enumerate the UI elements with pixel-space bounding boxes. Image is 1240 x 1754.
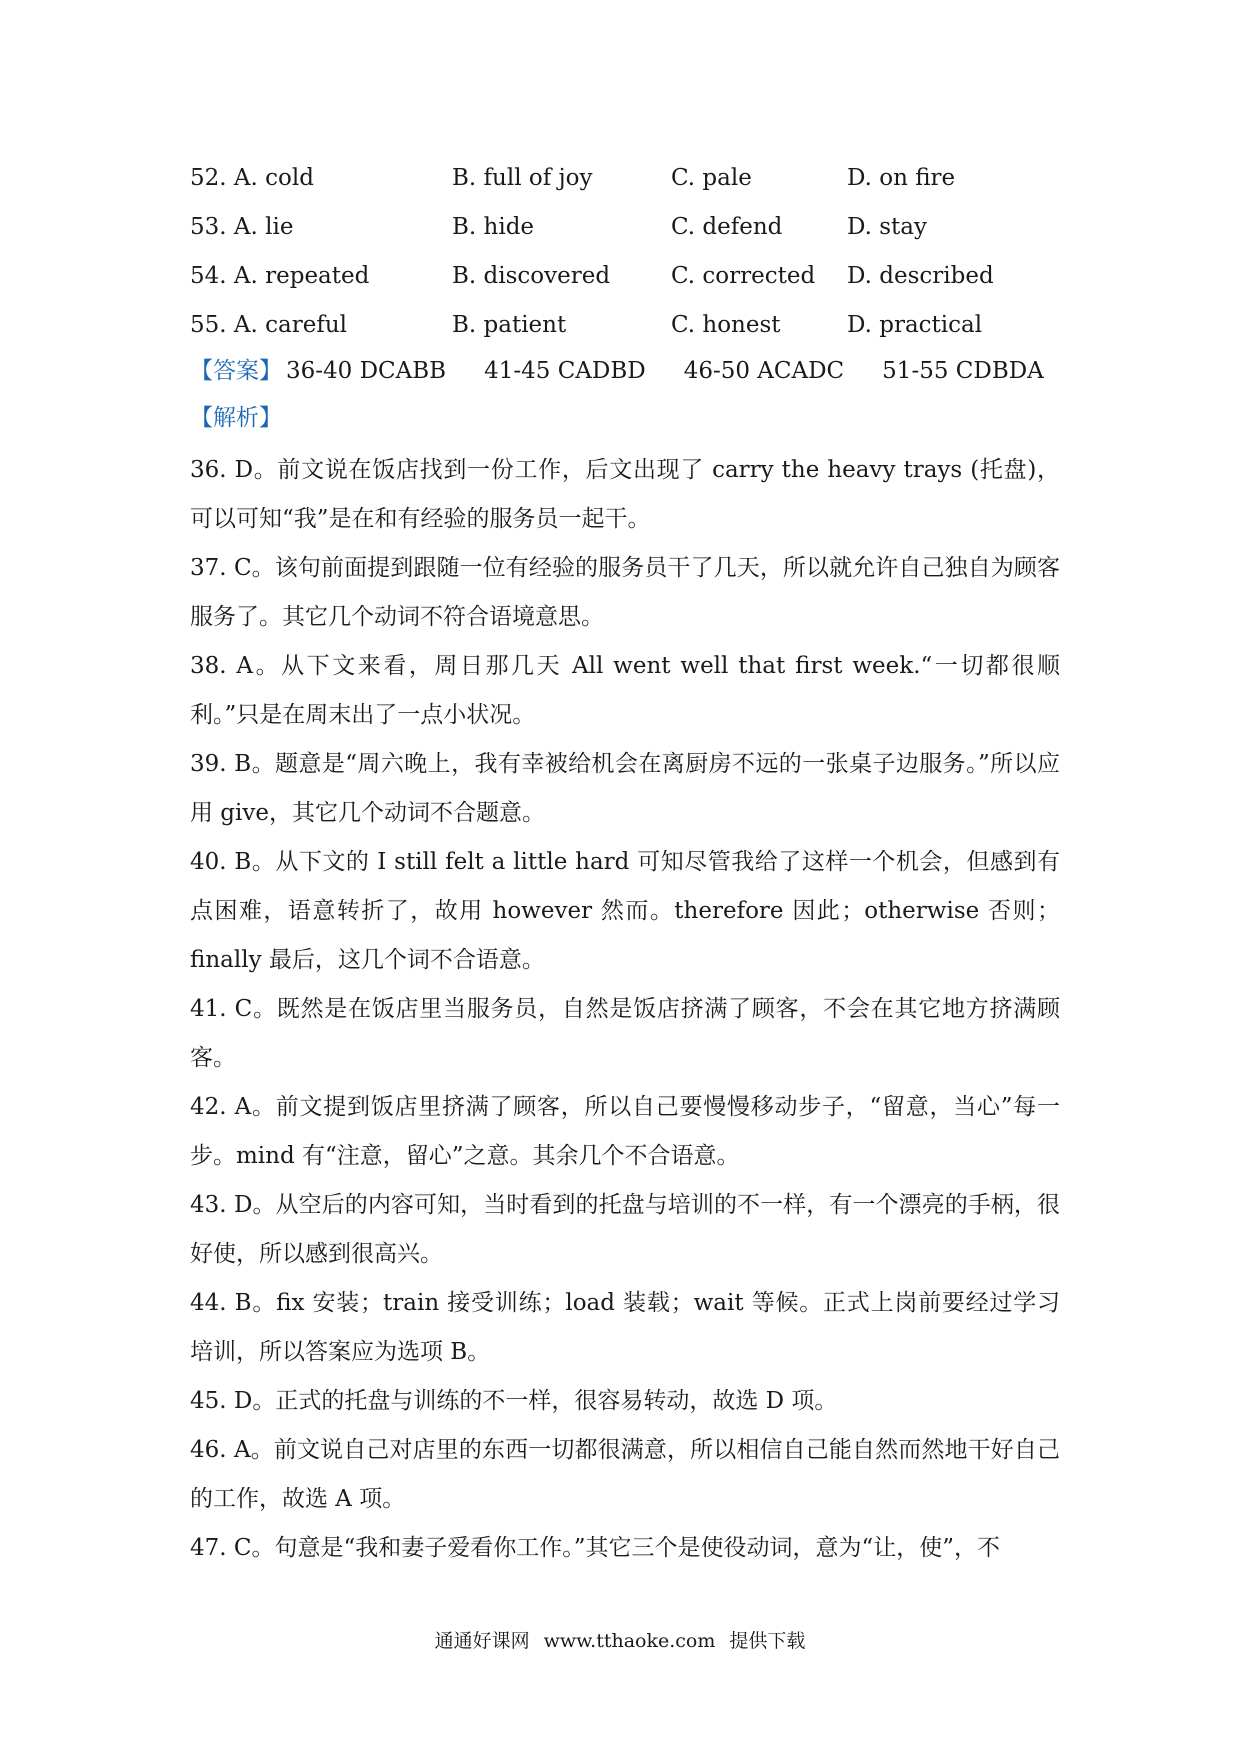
option-d: D. described [847, 263, 994, 289]
option-row-53 [190, 203, 1090, 252]
explanation-47: 47. C。句意是“我和妻子爱看你工作。”其它三个是使役动词，意为“让，使”，不 [190, 1535, 1001, 1561]
answer-group-51-55: 51-55 CDBDA [882, 358, 1044, 384]
page-footer [0, 1626, 1240, 1656]
explanation-36: 36. D。前文说在饭店找到一份工作，后文出现了 carry the heavy trays (托盘)，可以可知“我”是在和有经验的服务员一起干。 [190, 457, 1060, 532]
explanation-37: 37. C。该句前面提到跟随一位有经验的服务员干了几天，所以就允许自己独自为顾客服务了。其它几个动词不符合语境意思。 [190, 555, 1060, 630]
option-c: C. corrected [671, 263, 816, 289]
explanation-46: 46. A。前文说自己对店里的东西一切都很满意，所以相信自己能自然而然地干好自己的工作，故选 A 项。 [190, 1437, 1060, 1512]
option-d: D. stay [847, 214, 927, 240]
explanation-42: 42. A。前文提到饭店里挤满了顾客，所以自己要慢慢移动步子，“留意，当心”每一步。mind 有“注意，留心”之意。其余几个不合语意。 [190, 1094, 1060, 1169]
option-a: 54. A. repeated [190, 263, 370, 289]
answer-group-46-50: 46-50 ACADC [683, 358, 845, 384]
option-b: B. hide [452, 214, 535, 240]
option-row-54 [190, 252, 1090, 301]
option-b: B. discovered [452, 263, 611, 289]
option-row-52 [190, 154, 1090, 203]
footer-url[interactable]: www.tthaoke.com [543, 1630, 716, 1652]
explanation-45: 45. D。正式的托盘与训练的不一样，很容易转动，故选 D 项。 [190, 1388, 838, 1414]
explanation-44: 44. B。fix 安装；train 接受训练；load 装载；wait 等候。正式上岗前要经过学习培训，所以答案应为选项 B。 [190, 1290, 1060, 1365]
option-row-55 [190, 301, 1090, 350]
footer-note: 提供下载 [729, 1630, 806, 1652]
explanation-43: 43. D。从空后的内容可知，当时看到的托盘与培训的不一样，有一个漂亮的手柄，很好使，所以感到很高兴。 [190, 1192, 1060, 1267]
option-a: 53. A. lie [190, 214, 294, 240]
option-d: D. practical [847, 312, 983, 338]
option-c: C. defend [671, 214, 783, 240]
options-block [190, 154, 1090, 350]
explanation-39: 39. B。题意是“周六晚上，我有幸被给机会在离厨房不远的一张桌子边服务。”所以应用 give，其它几个动词不合题意。 [190, 751, 1060, 826]
option-c: C. honest [671, 312, 781, 338]
answer-group-36-40: 36-40 DCABB [286, 358, 447, 384]
explanation-38: 38. A。从下文来看，周日那几天 All went well that first week.“一切都很顺利。”只是在周末出了一点小状况。 [190, 653, 1060, 728]
footer-site-name: 通通好课网 [434, 1630, 530, 1652]
answer-group-41-45: 41-45 CADBD [484, 358, 646, 384]
analysis-label: 【解析】 [190, 405, 282, 431]
answer-line [190, 349, 1082, 393]
explanation-40: 40. B。从下文的 I still felt a little hard 可知尽管我给了这样一个机会，但感到有点困难，语意转折了，故用 however 然而。therefore 因此；otherwise 否则；finally 最后，这几个词不合语意。 [190, 849, 1060, 973]
option-d: D. on fire [847, 165, 956, 191]
explanation-41: 41. C。既然是在饭店里当服务员，自然是饭店挤满了顾客，不会在其它地方挤满顾客。 [190, 996, 1060, 1071]
answer-label: 【答案】 [190, 358, 282, 384]
option-a: 52. A. cold [190, 165, 314, 191]
explanations-block [190, 446, 1060, 1573]
option-b: B. patient [452, 312, 567, 338]
option-b: B. full of joy [452, 165, 593, 191]
option-c: C. pale [671, 165, 752, 191]
option-a: 55. A. careful [190, 312, 348, 338]
